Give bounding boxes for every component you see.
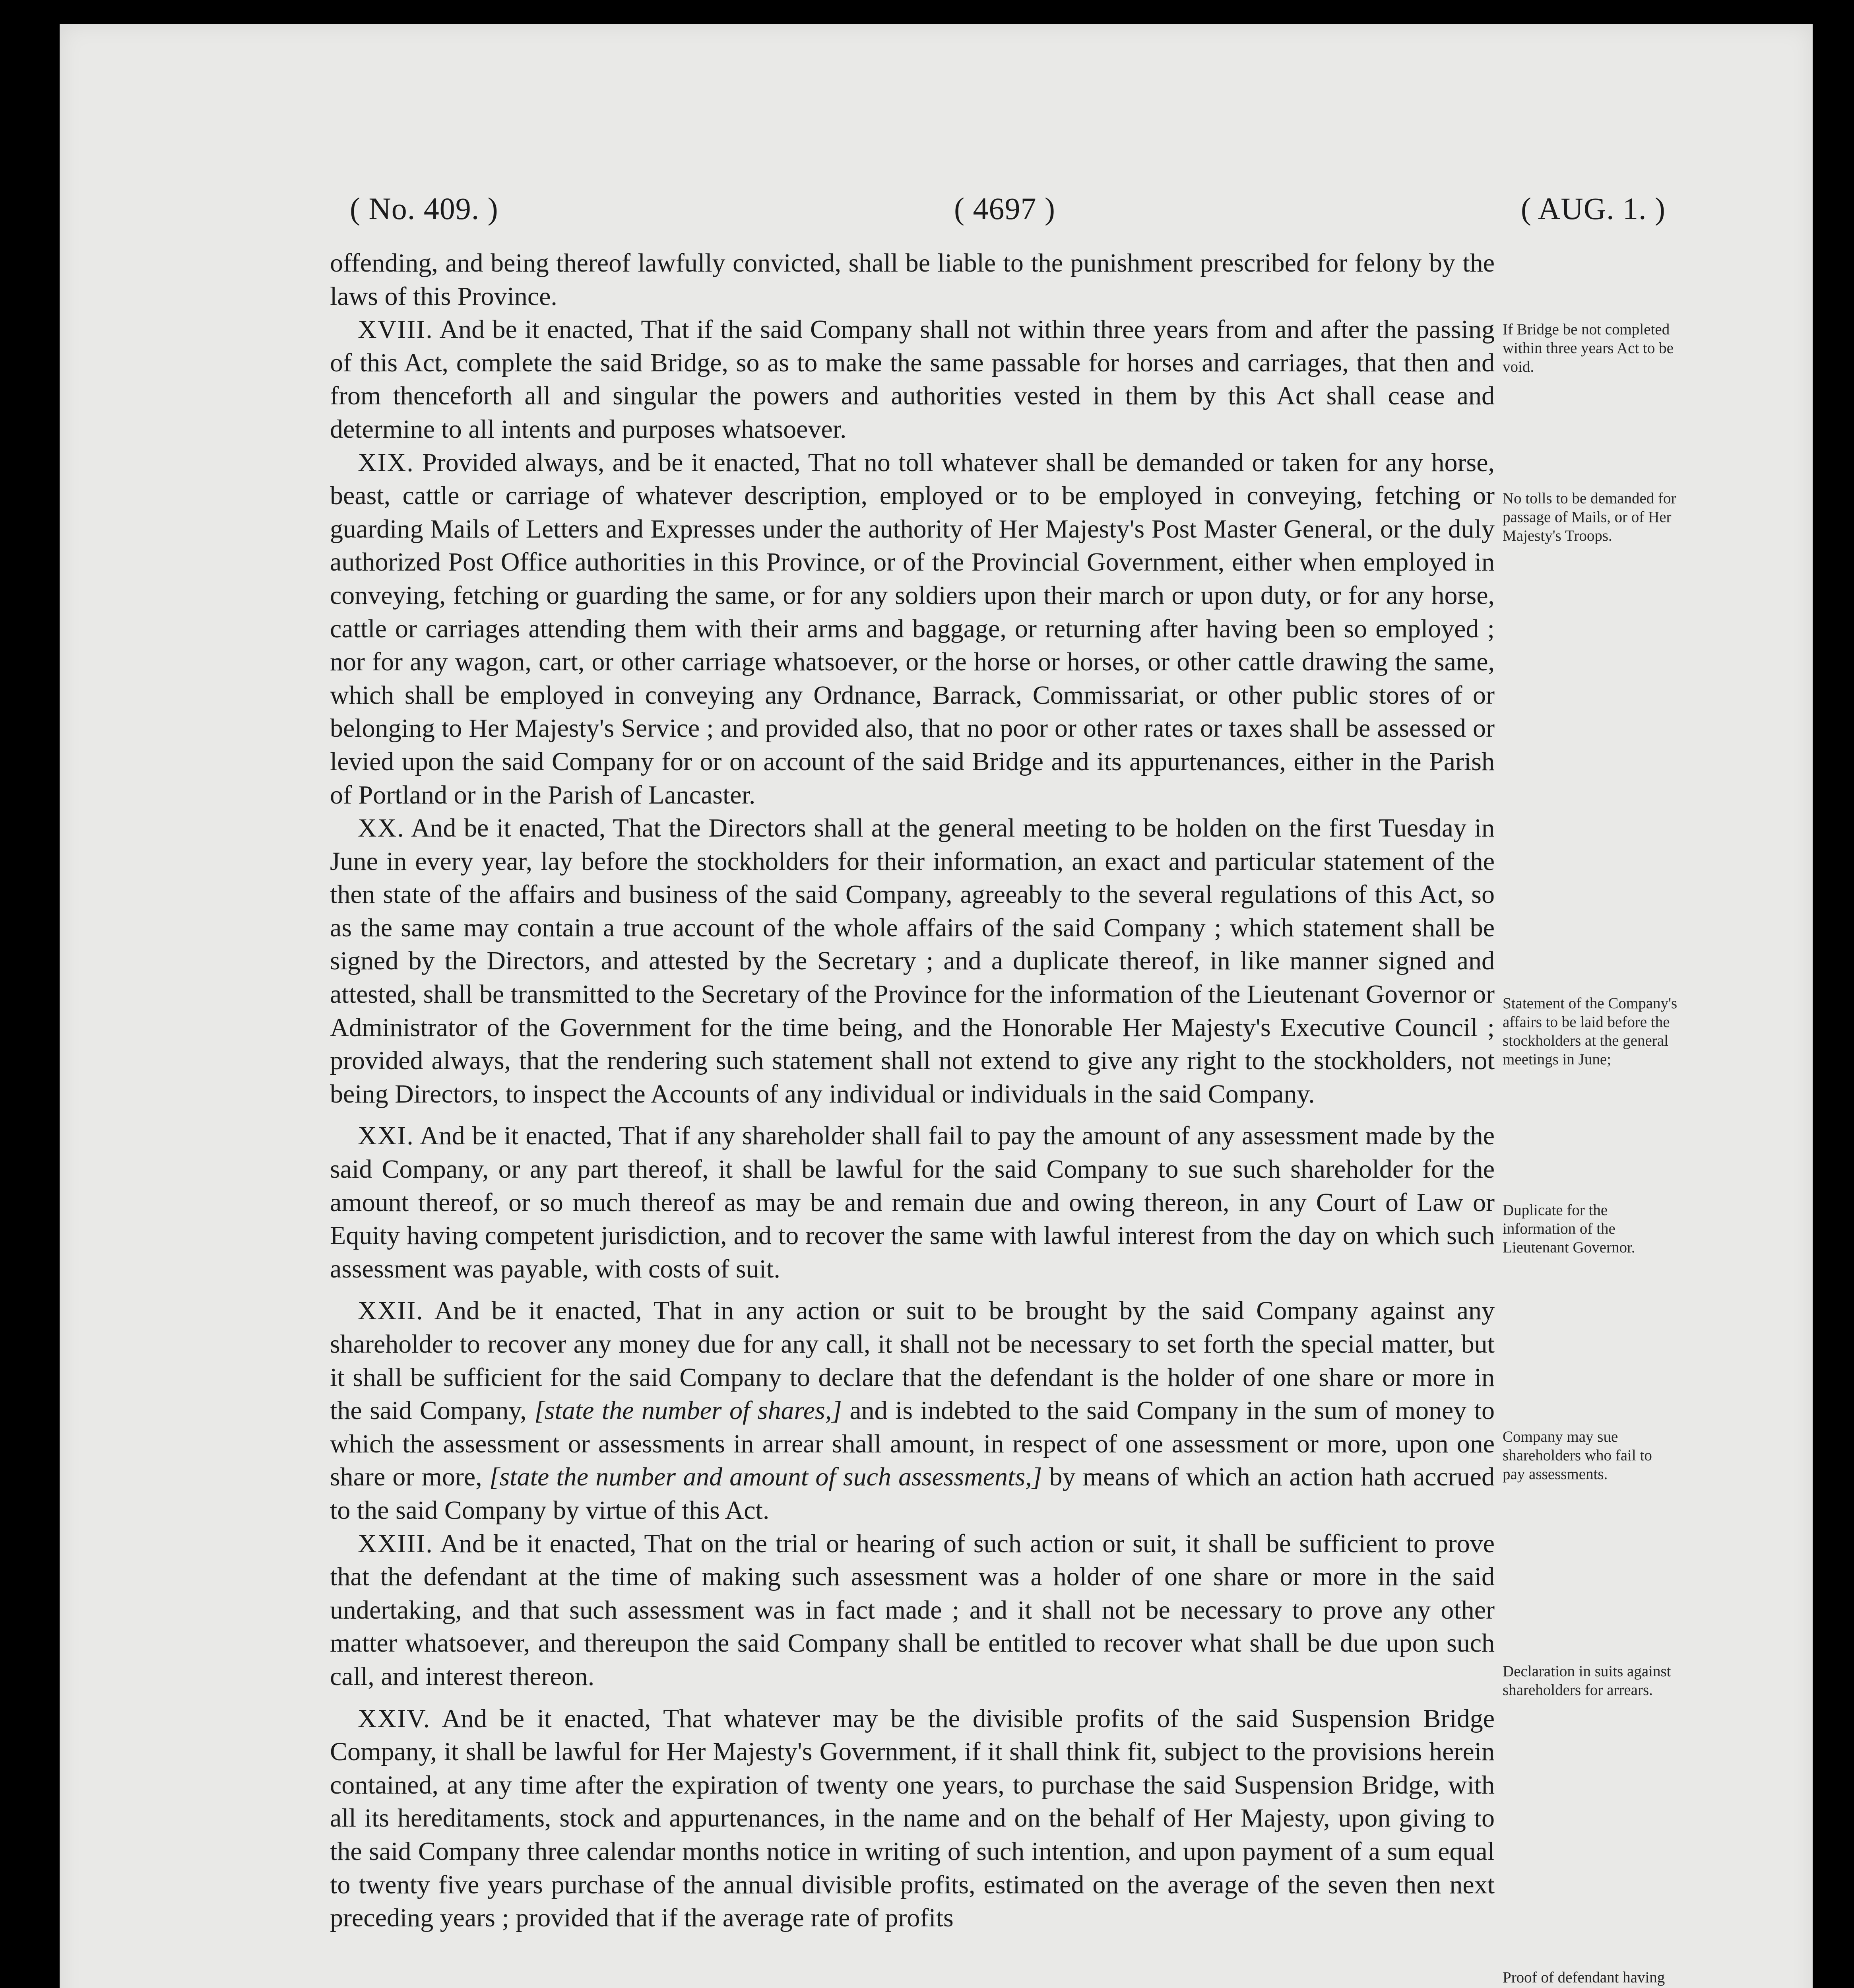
section-number: XXII.	[358, 1296, 424, 1326]
section-text-part-b: and is indebted to the said Company in the sum of money to which the assessment or assessments in arrear shall amount, in respect of one assessment or more, upon one share or more,	[330, 1396, 1495, 1492]
paragraph-text: offending, and being thereof lawfully convicted, shall be liable to the punishment prescribed for felony by the laws of this Province.	[330, 248, 1495, 311]
section-xxiii	[330, 1527, 1495, 1693]
section-xxiv	[330, 1702, 1495, 1935]
continued-paragraph	[330, 247, 1495, 313]
section-number: XX.	[358, 813, 405, 843]
section-text: And be it enacted, That if any shareholder shall fail to pay the amount of any assessment made by the said Company, or any part thereof, it shall be lawful for the said Company to sue such shareholder for the amount thereof, or so much thereof as may be and remain due and owing thereon, in any Court of Law or Equity having competent jurisdiction, and to recover the same with lawful interest from the day on which such assessment was payable, with costs of suit.	[330, 1121, 1495, 1283]
margin-note-xxi: Company may sue shareholders who fail to pay assessments.	[1503, 1428, 1652, 1483]
section-number: XXIII.	[358, 1529, 433, 1558]
section-number: XIX.	[358, 448, 414, 477]
section-number: XVIII.	[358, 315, 433, 344]
margin-note-xx-duplicate: Duplicate for the information of the Lieutenant Governor.	[1503, 1202, 1635, 1256]
section-text: And be it enacted, That whatever may be the divisible profits of the said Suspension Bridge Company, it shall be lawful for Her Majesty's Government, if it shall think fit, subject to the provisions herein contained, at any time after the expiration of twenty one years, to purchase the said Suspension Bridge, with all its hereditaments, stock and appurtenances, in the name and on the behalf of Her Majesty, upon giving to the said Company three calendar months notice in writing of such intention, and upon payment of a sum equal to twenty five years purchase of the annual divisible profits, estimated on the average of the seven then next preceding years ; provided that if the average rate of profits	[330, 1704, 1495, 1933]
margin-note-xxiii: Proof of defendant having	[1503, 1969, 1665, 1986]
section-xxi	[330, 1119, 1495, 1285]
section-xx	[330, 812, 1495, 1110]
section-text-part-c: by means of which an action hath accrued to the said Company by virtue of this Act.	[330, 1462, 1495, 1525]
italic-direction-shares: [state the number of shares,]	[534, 1396, 842, 1425]
section-number: XXIV.	[358, 1704, 431, 1733]
section-text: Provided always, and be it enacted, That no toll whatever shall be demanded or taken for any horse, beast, cattle or carriage of whatever description, employed or to be employed in conveying, fetching or guarding Mails of Letters and Expresses under the authority of Her Majesty's Post Master General, or the duly authorized Post Office authorities in this Province, or of the Provincial Government, either when employed in conveying, fetching or guarding the same, or for any soldiers upon their march or upon duty, or for any horse, cattle or carriages attending them with their arms and baggage, or returning after having been so employed ; nor for any wagon, cart, or other carriage whatsoever, or the horse or horses, or other cattle drawing the same, which shall be employed in conveying any Ordnance, Barrack, Commissariat, or other public stores of or belonging to Her Majesty's Service ; and provided also, that no poor or other rates or taxes shall be assessed or levied upon the said Company for or on account of the said Bridge and its appurtenances, either in the Parish of Portland or in the Parish of Lancaster.	[330, 448, 1495, 810]
document-page	[60, 24, 1813, 1988]
section-text-part-a: And be it enacted, That in any action or suit to be brought by the said Company against any shareholder to recover any money due for any call, it shall not be necessary to set forth the special matter, but it shall be sufficient for the said Company to declare that the defendant is the holder of one share or more in the said Company,	[330, 1296, 1495, 1425]
act-number: ( No. 409. )	[350, 191, 498, 226]
act-body	[330, 247, 1495, 1935]
page-header	[350, 191, 1666, 235]
section-xviii	[330, 313, 1495, 446]
margin-note-xxii: Declaration in suits against shareholders for arrears.	[1503, 1663, 1671, 1699]
section-text: And be it enacted, That if the said Company shall not within three years from and after the passing of this Act, complete the said Bridge, so as to make the same passable for horses and carriages, that then and from thenceforth all and singular the powers and authorities vested in them by this Act shall cease and determine to all intents and purposes whatsoever.	[330, 315, 1495, 444]
section-text: And be it enacted, That the Directors shall at the general meeting to be holden on the first Tuesday in June in every year, lay before the stockholders for their information, an exact and particular statement of the then state of the affairs and business of the said Company, agreeably to the several regulations of this Act, so as the same may contain a true account of the whole affairs of the said Company ; which statement shall be signed by the Directors, and attested by the Secretary ; and a duplicate thereof, in like manner signed and attested, shall be transmitted to the Secretary of the Province for the information of the Lieutenant Governor or Administrator of the Government for the time being, and the Honorable Her Majesty's Executive Council ; provided always, that the rendering such statement shall not extend to give any right to the stockholders, not being Directors, to inspect the Accounts of any individual or individuals in the said Company.	[330, 813, 1495, 1109]
date-label: ( AUG. 1. )	[1520, 191, 1666, 226]
page-number: ( 4697 )	[954, 191, 1055, 226]
margin-note-xviii: If Bridge be not completed within three years Act to be void.	[1503, 321, 1674, 375]
section-xix	[330, 446, 1495, 812]
margin-note-xix: No tolls to be demanded for passage of Mails, or of Her Majesty's Troops.	[1503, 490, 1676, 544]
section-xxii	[330, 1294, 1495, 1527]
section-number: XXI.	[358, 1121, 414, 1151]
margin-note-xx: Statement of the Company's affairs to be laid before the stockholders at the general meetings in June;	[1503, 995, 1678, 1068]
italic-direction-assessments: [state the number and amount of such assessments,]	[489, 1462, 1042, 1492]
section-text: And be it enacted, That on the trial or hearing of such action or suit, it shall be sufficient to prove that the defendant at the time of making such assessment was a holder of one share or more in the said undertaking, and that such assessment was in fact made ; and it shall not be necessary to prove any other matter whatsoever, and thereupon the said Company shall be entitled to recover what shall be due upon such call, and interest thereon.	[330, 1529, 1495, 1691]
